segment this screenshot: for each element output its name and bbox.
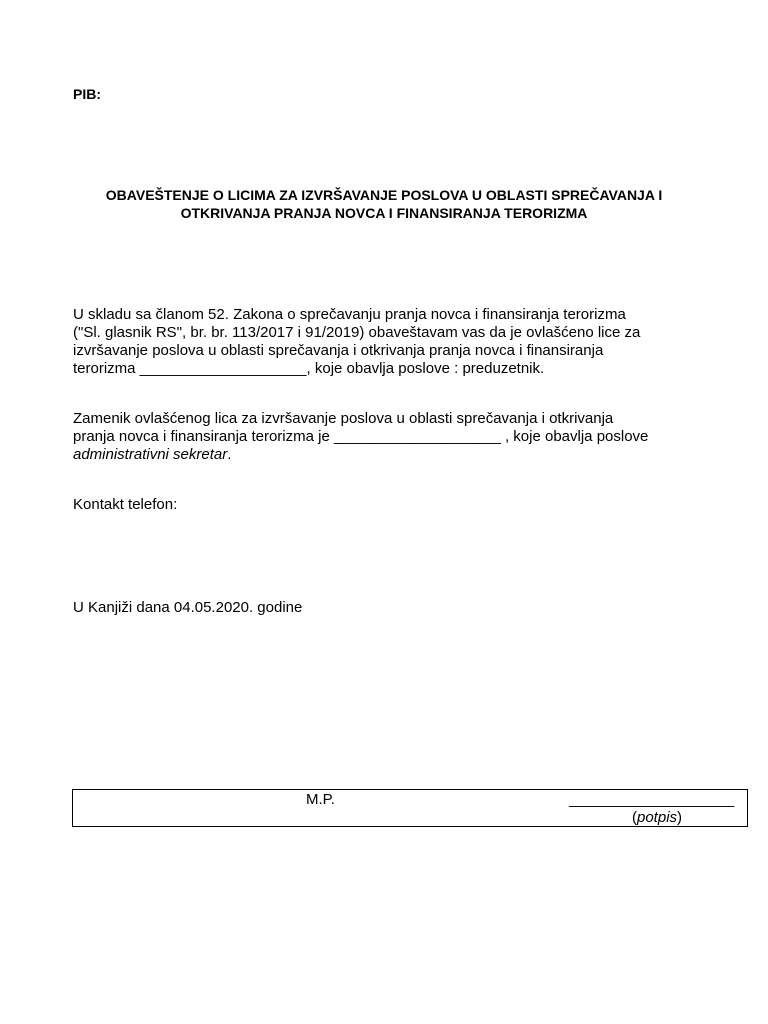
document-title <box>66 186 702 222</box>
signature-caption-close: ) <box>677 809 683 826</box>
paragraph1-line: izvršavanje poslova u oblasti sprečavanja i otkrivanja pranja novca i finansiranja <box>73 342 604 359</box>
paragraph2-line: pranja novca i finansiranja terorizma je ____________________ , koje obavlja poslove <box>73 428 649 445</box>
signature-line: _____________________ <box>569 791 734 808</box>
stamp-label: M.P. <box>306 791 335 808</box>
signature-box <box>72 789 748 827</box>
paragraph1-line: U skladu sa članom 52. Zakona o sprečavanju pranja novca i finansiranja terorizma <box>73 306 626 323</box>
paragraph1-line: ("Sl. glasnik RS", br. br. 113/2017 i 91/2019) obaveštavam vas da je ovlašćeno lice za <box>73 324 641 341</box>
title-line-2: OTKRIVANJA PRANJA NOVCA I FINANSIRANJA TERORIZMA <box>180 205 588 221</box>
paragraph-authorized-person <box>73 306 713 378</box>
paragraph2-line: Zamenik ovlašćenog lica za izvršavanje poslova u oblasti sprečavanja i otkrivanja <box>73 410 614 427</box>
paragraph1-line: terorizma ____________________, koje obavlja poslove : preduzetnik. <box>73 360 545 377</box>
title-line-1: OBAVEŠTENJE O LICIMA ZA IZVRŠAVANJE POSLOVA U OBLASTI SPREČAVANJA I <box>105 187 663 203</box>
place-date-line: U Kanjiži dana 04.05.2020. godine <box>73 599 303 616</box>
contact-phone-label: Kontakt telefon: <box>73 496 178 513</box>
signature-caption <box>632 809 682 826</box>
paragraph-deputy-person <box>73 410 713 464</box>
paragraph2-period: . <box>227 446 232 463</box>
signature-caption-word: potpis <box>637 809 678 826</box>
pib-label: PIB: <box>73 86 101 102</box>
paragraph2-line-3 <box>73 446 713 464</box>
deputy-position: administrativni sekretar <box>73 446 228 463</box>
signature-caption-open: ( <box>632 809 637 826</box>
